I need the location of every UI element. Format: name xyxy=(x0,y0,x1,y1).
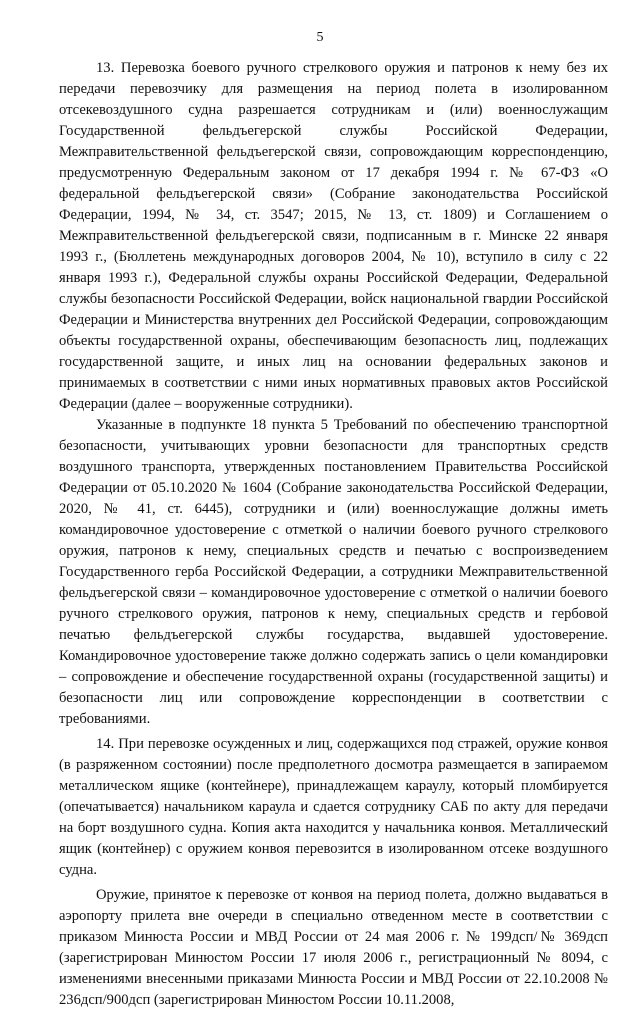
paragraph-13: 13. Перевозка боевого ручного стрелкового оружия и патронов к нему без их передачи перевозчику для размещения на период полета в изолированном отсекевоздушного судна разрешается сотрудникам и (или) военнослужащим Государственной фельдъегерской службы Российской Федерации, Межправительственной фельдъегерской связи, сопровождающим корреспонденцию, предусмотренную Федеральным законом от 17 декабря 1994 г. № 67-ФЗ «О федеральной фельдъегерской связи» (Собрание законодательства Российской Федерации, 1994, № 34, ст. 3547; 2015, № 13, ст. 1809) и Соглашением о Межправительственной фельдъегерской связи, подписанным в г. Минске 22 января 1993 г., (Бюллетень международных договоров 2004, № 10), вступило в силу с 22 января 1993 г.), Федеральной службы охраны Российской Федерации, Федеральной службы безопасности Российской Федерации, войск национальной гвардии Российской Федерации и Министерства внутренних дел Российской Федерации, сопровождающим объекты государственной охраны, обеспечивающим безопасность лиц, подлежащих государственной защите, и иных лиц на основании федеральных законов и принимаемых в соответствии с ними иных нормативных правовых актов Российской Федерации (далее – вооруженные сотрудники). xyxy=(59,60,608,412)
paragraph-14-continuation: Оружие, принятое к перевозке от конвоя на период полета, должно выдаваться в аэропорту прилета вне очереди в специально отведенном месте в соответствии с приказом Минюста России и МВД России от 24 мая 2006 г. № 199дсп/№ 369дсп (зарегистрирован Минюстом России 17 июля 2006 г., регистрационный № 8094, с изменениями внесенными приказами Минюста России и МВД России от 22.10.2008 № 236дсп/900дсп (зарегистрирован Минюстом России 10.11.2008, xyxy=(59,887,608,1008)
document-body xyxy=(59,58,608,1011)
paragraph-14: 14. При перевозке осужденных и лиц, содержащихся под стражей, оружие конвоя (в разряженном состоянии) после предполетного досмотра размещается в запираемом металлическом ящике (контейнере), принадлежащем караулу, который пломбируется (опечатывается) начальником караула и сдается сотруднику САБ по акту для передачи на борт воздушного судна. Копия акта находится у начальника конвоя. Металлический ящик (контейнер) с оружием конвоя перевозится в изолированном отсеке воздушного судна. xyxy=(59,736,608,878)
paragraph-13-continuation: Указанные в подпункте 18 пункта 5 Требований по обеспечению транспортной безопасности, учитывающих уровни безопасности для транспортных средств воздушного транспорта, утвержденных постановлением Правительства Российской Федерации от 05.10.2020 № 1604 (Собрание законодательства Российской Федерации, 2020, № 41, ст. 6445), сотрудники и (или) военнослужащие должны иметь командировочное удостоверение с отметкой о наличии боевого ручного стрелкового оружия, патронов к нему, специальных средств и печатью с воспроизведением Государственного герба Российской Федерации, а сотрудники Межправительственной фельдъегерской связи – командировочное удостоверение с отметкой о наличии боевого ручного стрелкового оружия, патронов к нему, специальных средств и гербовой печатью фельдъегерской службы государства, выдавшей удостоверение. Командировочное удостоверение также должно содержать запись о цели командировки – сопровождение и обеспечение государственной охраны (государственной защиты) и безопасности лиц или сопровождение корреспонденции в соответствии с требованиями. xyxy=(59,417,608,727)
page-number: 5 xyxy=(316,30,324,45)
